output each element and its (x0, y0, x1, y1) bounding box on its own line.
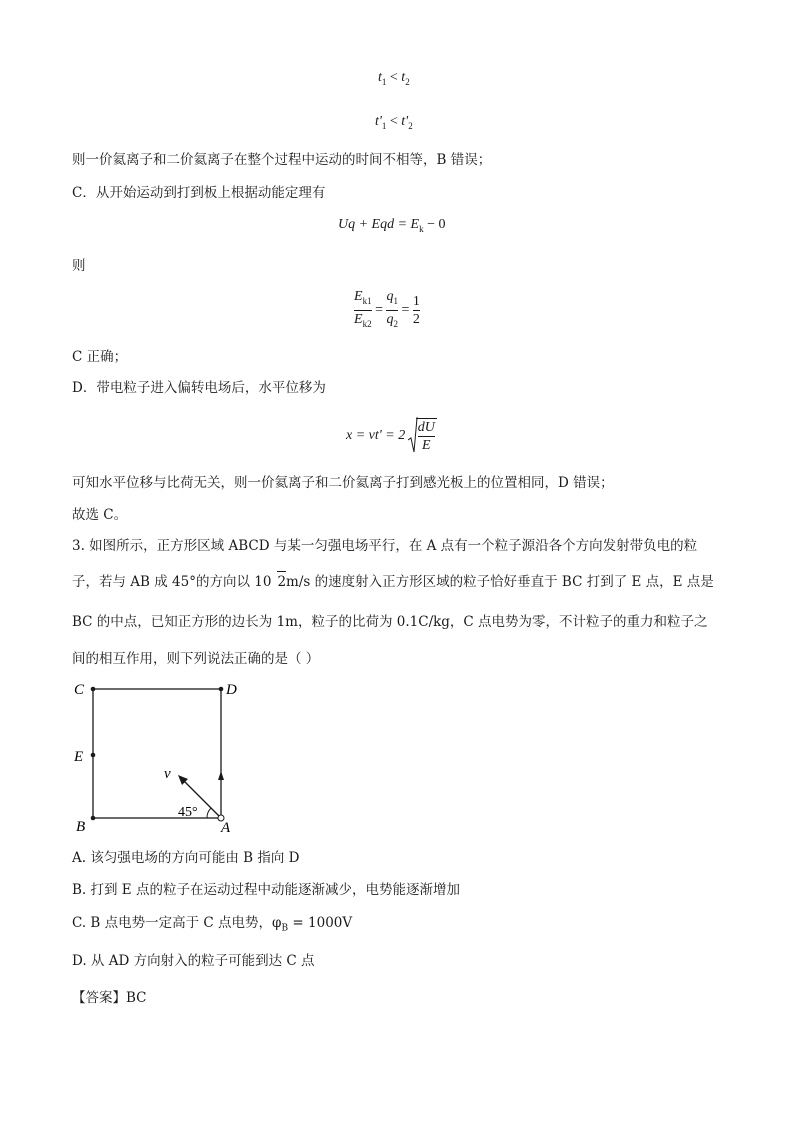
question-3-line-4: 间的相互作用，则下列说法正确的是（ ） (72, 651, 320, 667)
question-3-line-3: BC 的中点，已知正方形的边长为 1m，粒子的比荷为 0.1C/kg，C 点电势为零，不计粒子的重力和粒子之 (72, 614, 708, 630)
paragraph-b-error: 则一价氦离子和二价氦离子在整个过程中运动的时间不相等，B 错误； (72, 152, 492, 168)
answer-tag: 【答案】 (72, 990, 126, 1006)
point-d (219, 687, 224, 692)
label-c: C (74, 682, 85, 698)
answer-value: BC (126, 990, 147, 1006)
square-field-figure (60, 675, 260, 840)
point-e (91, 753, 96, 758)
fraction-half: $\frac{1}{2}$ (412, 293, 420, 327)
question-3-line-2: 子，若与 AB 成 45°的方向以 10 2m/s 的速度射入正方形区域的粒子恰好垂直于 BC 打到了 E 点，E 点是 (72, 571, 714, 592)
answer-line (72, 986, 147, 1006)
equation-ek-ratio: $\frac{E_{k1}}{E_{k2}}$ = $\frac{q_1}{q_2}$ = $\frac{1}{2}$ (354, 288, 420, 333)
fraction-q: $\frac{q_1}{q_2}$ (386, 288, 398, 333)
option-c: C. B 点电势一定高于 C 点电势，$\varphi_B = 1000V$ (72, 915, 353, 934)
label-a: A (221, 820, 231, 836)
equation-energy-theorem: Uq + Eqd = $E_k - 0$ (338, 217, 446, 234)
point-c (91, 687, 96, 692)
arrow-up-icon (218, 771, 224, 780)
paragraph-select: 故选 C。 (72, 507, 128, 523)
equation-horizontal-displacement: x = vt' = 2 $\frac{dU}{E}$ (346, 416, 437, 458)
label-b: B (76, 819, 86, 835)
paragraph-ze: 则 (72, 258, 86, 274)
paragraph-d-error: 可知水平位移与比荷无关，则一价氦离子和二价氦离子打到感光板上的位置相同，D 错误； (72, 475, 614, 491)
point-b (91, 816, 96, 821)
label-e: E (74, 749, 84, 765)
equation-t1prime-lt-t2prime: $t'_1 < t'_2$ (375, 114, 413, 131)
equation-t1-lt-t2: $t_1 < t_2$ (378, 70, 410, 87)
option-a: A. 该匀强电场的方向可能由 B 指向 D (72, 850, 300, 866)
label-v: v (164, 766, 171, 782)
paragraph-d-intro: D．带电粒子进入偏转电场后，水平位移为 (72, 380, 326, 396)
label-45-degrees: 45° (178, 805, 198, 820)
paragraph-c-correct: C 正确； (72, 349, 128, 365)
label-d: D (226, 682, 237, 698)
sqrt-two: 2 (277, 571, 286, 592)
option-d: D. 从 AD 方向射入的粒子可能到达 C 点 (72, 953, 315, 969)
question-3-line-1: 3. 如图所示，正方形区域 ABCD 与某一匀强电场平行，在 A 点有一个粒子源沿各个方向发射带负电的粒 (72, 538, 698, 554)
option-b: B. 打到 E 点的粒子在运动过程中动能逐渐减少，电势能逐渐增加 (72, 882, 460, 898)
paragraph-c-intro: C．从开始运动到打到板上根据动能定理有 (72, 185, 326, 201)
fraction-ek: $\frac{E_{k1}}{E_{k2}}$ (354, 288, 372, 333)
